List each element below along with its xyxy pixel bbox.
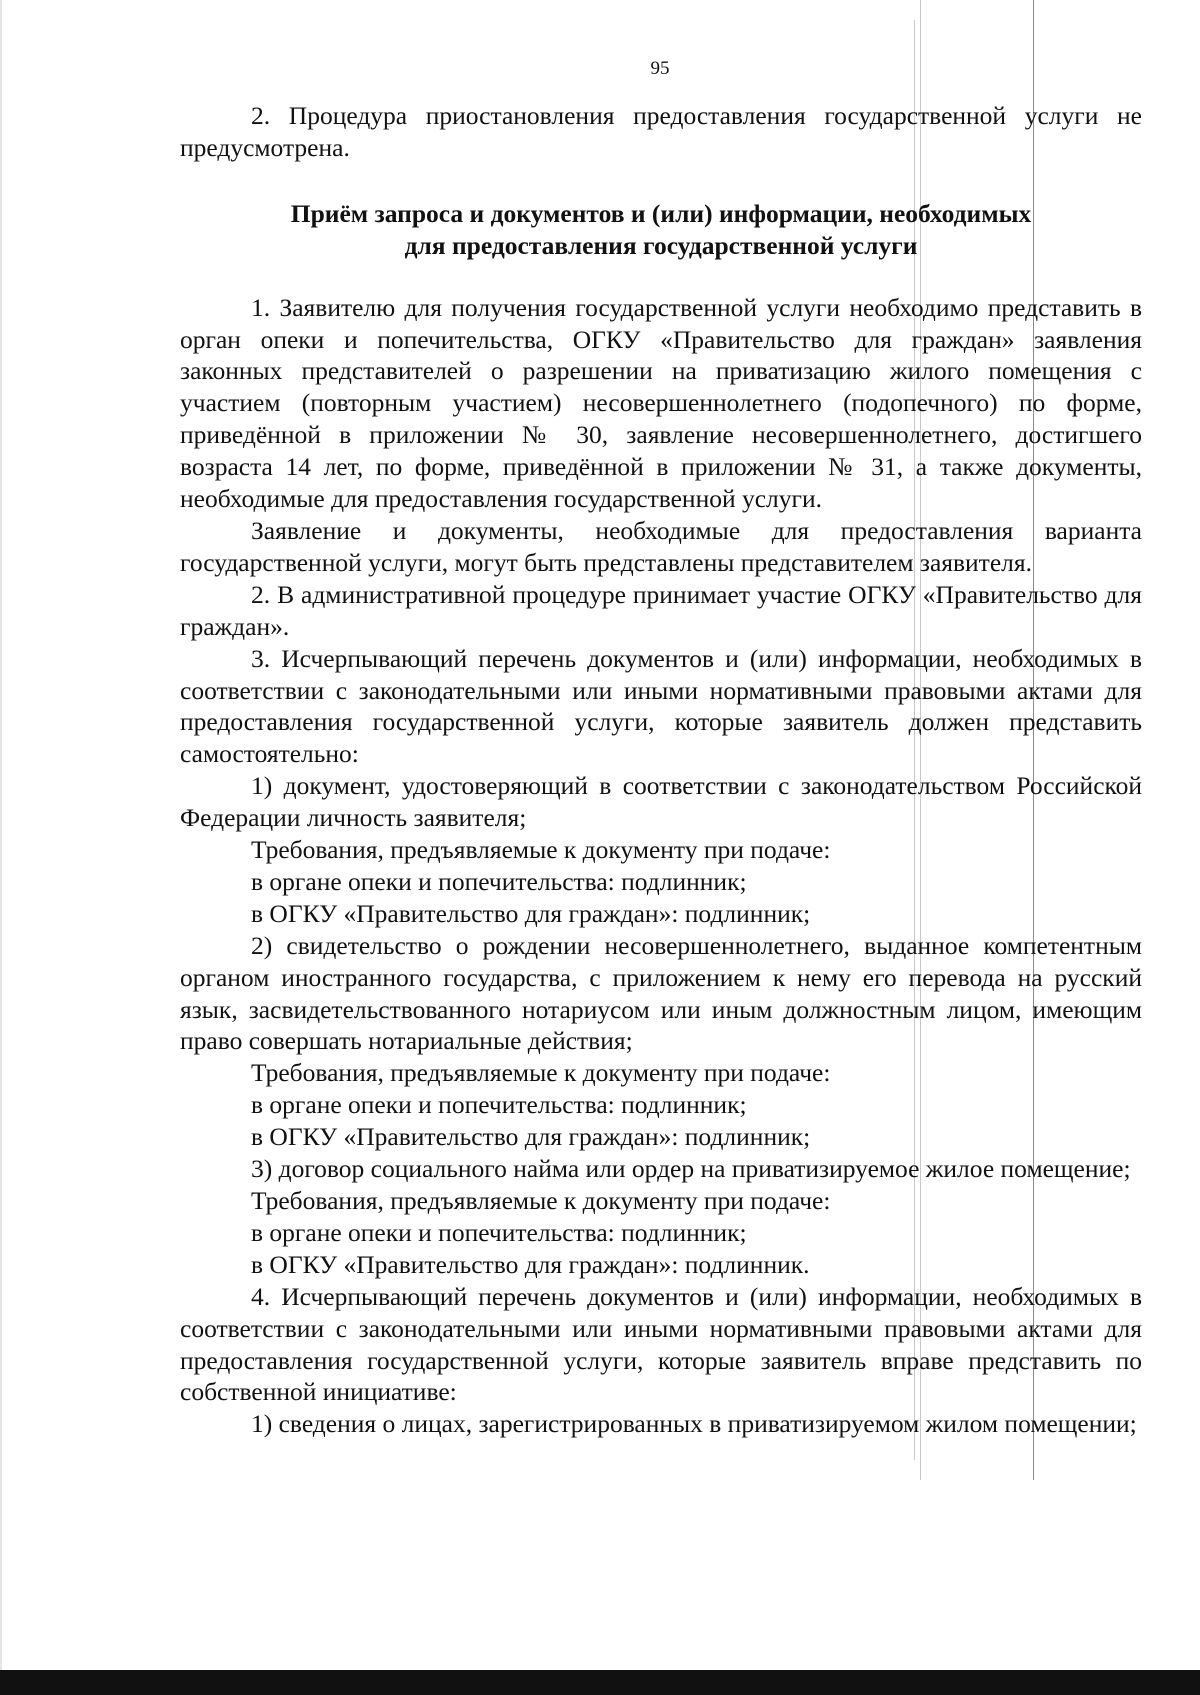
spacer: [180, 262, 1142, 292]
paragraph: 1. Заявителю для получения государственной услуги необходимо представить в орган опеки и попечительства, ОГКУ «Правительство для граждан» заявления законных представителей о разрешении на приватизацию жилого помещения с участием (повторным участием) несовершеннолетнего (подопечного) по форме, приведённой в приложении № 30, заявление несовершеннолетнего, достигшего возраста 14 лет, по форме, приведённой в приложении № 31, а также документы, необходимые для предоставления государственной услуги.: [180, 292, 1142, 514]
paragraph: 2. В административной процедуре принимает участие ОГКУ «Правительство для граждан».: [180, 579, 1142, 641]
paragraph: 4. Исчерпывающий перечень документов и (или) информации, необходимых в соответствии с законодательными или иными нормативными правовыми актами для предоставления государственной услуги, которые заявитель вправе представить по собственной инициативе:: [180, 1281, 1142, 1407]
paragraph: 2) свидетельство о рождении несовершеннолетнего, выданное компетентным органом иностранного государства, с приложением к нему его перевода на русский язык, засвидетельствованного нотариусом или иным должностным лицом, имеющим право совершать нотариальные действия;: [180, 930, 1142, 1056]
paragraph: в ОГКУ «Правительство для граждан»: подлинник;: [251, 1122, 811, 1152]
paragraph: Требования, предъявляемые к документу при подаче:: [251, 1058, 831, 1088]
document-body: [180, 100, 1142, 1440]
paragraph: Требования, предъявляемые к документу при подаче:: [251, 1186, 831, 1215]
paragraph: 1) сведения о лицах, зарегистрированных в приватизируемом жилом помещении;: [251, 1409, 1137, 1439]
paragraph: 3. Исчерпывающий перечень документов и (или) информации, необходимых в соответствии с законодательными или иными нормативными правовыми актами для предоставления государственной услуги, которые заявитель должен представить самостоятельно:: [180, 643, 1142, 769]
paragraph: 3) договор социального найма или ордер на приватизируемое жилое помещение;: [251, 1154, 1131, 1184]
paragraph: в органе опеки и попечительства: подлинник;: [251, 866, 747, 896]
paragraph: Заявление и документы, необходимые для предоставления варианта государственной услуги, могут быть представлены представителем заявителя.: [180, 515, 1142, 577]
section-heading-line-2: для предоставления государственной услуги: [404, 230, 918, 260]
paragraph: в ОГКУ «Правительство для граждан»: подлинник.: [251, 1249, 810, 1279]
scan-bottom-border: [0, 1670, 1200, 1695]
paragraph: 1) документ, удостоверяющий в соответствии с законодательством Российской Федерации личность заявителя;: [180, 771, 1142, 833]
spacer: [180, 164, 1142, 198]
page-number: 95: [650, 58, 670, 79]
paragraph: в ОГКУ «Правительство для граждан»: подлинник;: [251, 898, 811, 928]
section-heading-line-1: Приём запроса и документов и (или) информации, необходимых: [290, 198, 1032, 228]
scan-left-edge: [0, 0, 2, 1695]
paragraph: в органе опеки и попечительства: подлинник;: [251, 1217, 747, 1247]
paragraph: в органе опеки и попечительства: подлинник;: [251, 1090, 747, 1120]
paragraph: 2. Процедура приостановления предоставления государственной услуги не предусмотрена.: [180, 101, 1142, 162]
paragraph: Требования, предъявляемые к документу при подаче:: [251, 835, 831, 865]
